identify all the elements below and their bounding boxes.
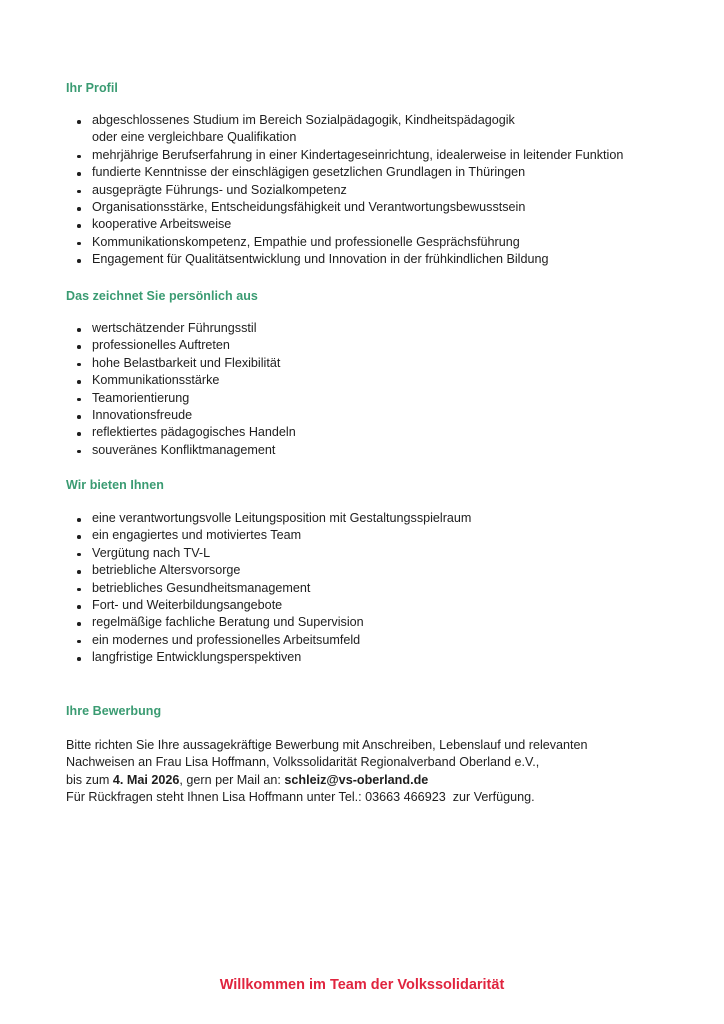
profile-list bbox=[74, 112, 623, 269]
offer-list bbox=[74, 510, 471, 667]
phone-number: 03663 466923 bbox=[365, 790, 446, 805]
footer-tagline: Willkommen im Team der Volkssolidarität bbox=[219, 977, 505, 993]
list-item: eine verantwortungsvolle Leitungsposition mit Gestaltungsspielraum bbox=[74, 510, 471, 527]
list-item: ein modernes und professionelles Arbeitsumfeld bbox=[74, 632, 471, 649]
list-item: Organisationsstärke, Entscheidungsfähigkeit und Verantwortungsbewusstsein bbox=[74, 199, 623, 216]
email-link[interactable]: schleiz@vs-oberland.de bbox=[284, 772, 429, 787]
list-item: kooperative Arbeitsweise bbox=[74, 216, 623, 233]
list-item: regelmäßige fachliche Beratung und Supervision bbox=[74, 614, 471, 631]
application-line-1: Bitte richten Sie Ihre aussagekräftige Bewerbung mit Anschreiben, Lebenslauf und relevanten bbox=[66, 738, 588, 752]
list-item: reflektiertes pädagogisches Handeln bbox=[74, 424, 296, 441]
list-item: Fort- und Weiterbildungsangebote bbox=[74, 597, 471, 614]
list-item: hohe Belastbarkeit und Flexibilität bbox=[74, 355, 296, 372]
list-item: Vergütung nach TV-L bbox=[74, 545, 471, 562]
section-heading-profile: Ihr Profil bbox=[66, 81, 118, 95]
list-item: Engagement für Qualitätsentwicklung und Innovation in der frühkindlichen Bildung bbox=[74, 251, 623, 268]
list-item: mehrjährige Berufserfahrung in einer Kindertageseinrichtung, idealerweise in leitender Funktion bbox=[74, 147, 623, 164]
section-heading-offer: Wir bieten Ihnen bbox=[66, 478, 164, 492]
application-paragraph bbox=[66, 737, 588, 807]
list-item: Kommunikationsstärke bbox=[74, 372, 296, 389]
list-item: Teamorientierung bbox=[74, 390, 296, 407]
application-line-2: Nachweisen an Frau Lisa Hoffmann, Volkssolidarität Regionalverband Oberland e.V., bbox=[66, 755, 540, 770]
list-item: abgeschlossenes Studium im Bereich Sozialpädagogik, Kindheitspädagogik oder eine vergleichbare Qualifikation bbox=[74, 112, 623, 147]
list-item: ausgeprägte Führungs- und Sozialkompetenz bbox=[74, 182, 623, 199]
list-item: Innovationsfreude bbox=[74, 407, 296, 424]
list-item: wertschätzender Führungsstil bbox=[74, 320, 296, 337]
list-item: betriebliche Altersvorsorge bbox=[74, 562, 471, 579]
list-item: professionelles Auftreten bbox=[74, 337, 296, 354]
list-item: langfristige Entwicklungsperspektiven bbox=[74, 649, 471, 666]
section-heading-personal: Das zeichnet Sie persönlich aus bbox=[66, 289, 258, 303]
list-item: Kommunikationskompetenz, Empathie und professionelle Gesprächsführung bbox=[74, 234, 623, 251]
application-line-3: bis zum 4. Mai 2026, gern per Mail an: schleiz@vs-oberland.de bbox=[66, 772, 429, 787]
list-item: fundierte Kenntnisse der einschlägigen gesetzlichen Grundlagen in Thüringen bbox=[74, 164, 623, 181]
section-heading-application: Ihre Bewerbung bbox=[66, 704, 162, 718]
personal-list bbox=[74, 320, 296, 459]
list-item: ein engagiertes und motiviertes Team bbox=[74, 527, 471, 544]
deadline-date: 4. Mai 2026 bbox=[112, 772, 180, 787]
list-item: betriebliches Gesundheitsmanagement bbox=[74, 580, 471, 597]
list-item: souveränes Konfliktmanagement bbox=[74, 442, 296, 459]
application-line-4: Für Rückfragen steht Ihnen Lisa Hoffmann unter Tel.: 03663 466923 zur Verfügung. bbox=[66, 790, 535, 805]
